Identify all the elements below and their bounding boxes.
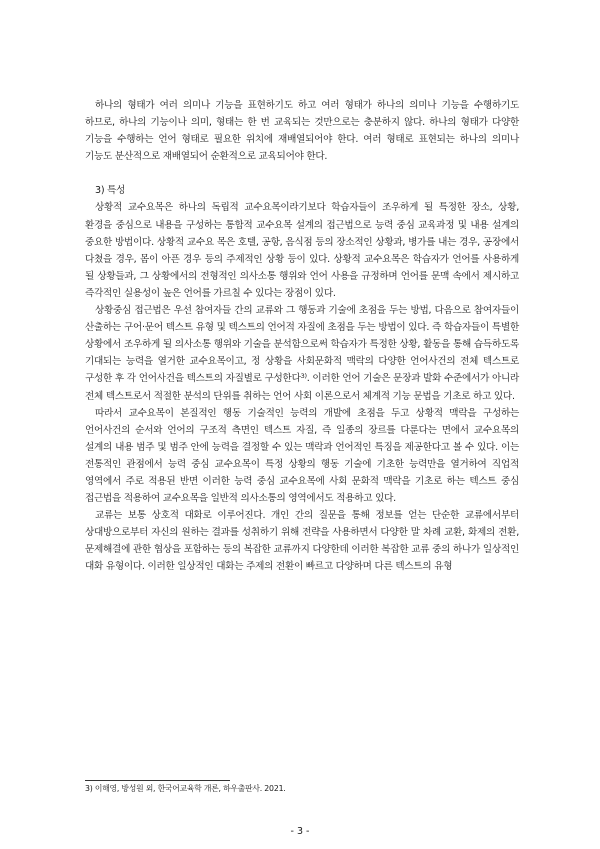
body-text bbox=[85, 97, 519, 576]
section-heading: 3) 특성 bbox=[95, 185, 126, 197]
page-number: - 3 - bbox=[290, 826, 310, 837]
paragraph-4: 따라서 교수요목이 본질적인 행동 기술적인 능력의 개발에 초점을 두고 상황적 맥락을 구성하는 언어사건의 순서와 언어의 구조적 측면인 텍스트 자질, 즉 일종의 장르를 다룬다는 면에서 교수요목의 설계의 내용 범주 및 범주 안에 능력을 결정할 수 있는 맥락과 언어적인 특징을 제공한다고 볼 수 있다. 이는 전통적인 관점에서 능력 중심 교수요목이 특정 상황의 행동 기술에 기초한 능력만을 열거하여 직업적 영역에서 주로 적용된 반면 이러한 능력 중심 교수요목에 사회 문화적 맥락을 기초로 하는 텍스트 중심 접근법을 적용하여 교수요목을 일반적 의사소통의 영역에서도 적용하고 있다. bbox=[85, 407, 519, 505]
paragraph-gap bbox=[85, 165, 519, 182]
paragraph-1: 하나의 형태가 여러 의미나 기능을 표현하기도 하고 여러 형태가 하나의 의미나 기능을 수행하기도 하므로, 하나의 기능이나 의미, 형태는 한 번 교육되는 것만으로는 충분하지 않다. 하나의 형태가 다양한 기능을 수행하는 언어 형태로 필요한 위치에 재배열되어야 한다. 여러 형태로 표현되는 하나의 의미나 기능도 분산적으로 재배열되어 순환적으로 교육되어야 한다. bbox=[85, 100, 519, 163]
footnote-divider bbox=[85, 780, 230, 781]
footnote: 3) 이해영, 방성원 외, 한국어교육학 개론, 하우출판사. 2021. bbox=[85, 784, 286, 793]
paragraph-2: 상황적 교수요목은 하나의 독립적 교수요목이라기보다 학습자들이 조우하게 될 특정한 장소, 상황, 환경을 중심으로 내용을 구성하는 통합적 교수요목 설계의 접근법으로 능력 중심 교육과정 및 내용 설계의 중요한 방법이다. 상황적 교수요 목은 호텔, 공항, 음식점 등의 장소적인 상황과, 병가를 내는 경우, 공장에서 다쳤을 경우, 몸이 아픈 경우 등의 주제적인 상황 등이 있다. 상황적 교수요목은 학습자가 언어를 사용하게 될 상황들과, 그 상황에서의 전형적인 의사소통 행위와 언어 사용을 규정하며 언어를 문맥 속에서 제시하고 즉각적인 실용성이 높은 언어를 가르칠 수 있다는 장점이 있다. bbox=[85, 202, 519, 299]
paragraph-3-text-b: . 이러한 언어 기술은 문장과 발화 수준에서가 아니라 전체 텍스트로서 적절한 분석의 단위를 취하는 언어 사회 이론으로서 체계적 기능 문법을 기초로 하고 있다. bbox=[85, 373, 520, 402]
paragraph-3-text-a: 상황중심 접근법은 우선 참여자들 간의 교류와 그 행동과 기술에 초점을 두는 방법, 다음으로 참여자들이 산출하는 구어·문어 텍스트 유형 및 텍스트의 언어적 자질에 초점을 두는 방법이 있다. 즉 학습자들이 특별한 상황에서 조우하게 될 의사소통 행위와 기술을 분석함으로써 학습자가 특정한 상황, 활동을 통해 습득하도록 기대되는 능력을 열거한 교수요목이고, 정 상황을 사회문화적 맥락의 다양한 언어사건의 전체 텍스트로 구성한 후 각 언어사건을 텍스트의 자질별로 구성한다 bbox=[85, 305, 519, 385]
paragraph-3 bbox=[85, 302, 519, 405]
footnote-reference: 3) bbox=[300, 372, 307, 381]
paragraph-5: 교류는 보통 상호적 대화로 이루어진다. 개인 간의 질문을 통해 정보를 얻는 단순한 교류에서부터 상대방으로부터 자신의 원하는 결과를 성취하기 위해 전략을 사용하면서 다양한 말 차례 교환, 화제의 전환, 문제해결에 관한 협상을 포함하는 등의 복잡한 교류까지 다양한데 이러한 복잡한 교류 중의 하나가 일상적인 대화 유형이다. 이러한 일상적인 대화는 주제의 전환이 빠르고 다양하며 다른 텍스트의 유형 bbox=[85, 510, 519, 573]
